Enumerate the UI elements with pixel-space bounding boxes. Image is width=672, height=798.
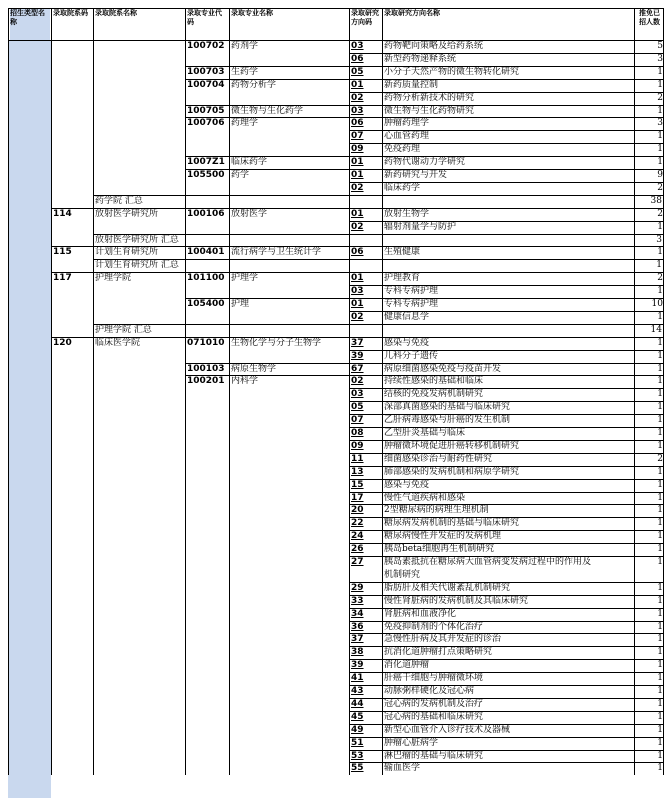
direction-code: 34 [351,608,364,619]
grid-hline [349,130,664,131]
major-name: 护理学 [231,273,259,284]
grid-vline [634,8,635,775]
grid-hline [349,311,664,312]
count: 1 [657,608,663,619]
direction-name: 专科专病护理 [384,299,439,309]
direction-name: 新药质量控制 [384,79,439,90]
header-major-name: 录取专业名称 [231,9,273,17]
direction-name: 心血管药理 [384,131,430,142]
grid-hline [349,646,664,647]
major-code: 100704 [187,79,225,90]
direction-name-cont: 机制研究 [384,569,421,580]
header-count: 推免已招人数 [639,9,660,26]
direction-name: 新型心血管介入诊疗技术及器械 [384,724,511,735]
grid-hline [349,504,664,505]
major-code: 101100 [187,273,225,284]
major-code: 100401 [187,247,225,258]
major-code: 100201 [187,376,225,387]
direction-code: 01 [351,79,364,90]
header-direction-name: 录取研究方向名称 [384,9,440,17]
direction-name: 输血医学 [384,763,421,774]
count: 1 [657,737,663,748]
count: 1 [657,376,663,387]
admission-type-column [8,40,51,798]
count: 1 [657,66,663,77]
direction-name: 持续性感染的基础和临床 [384,376,484,387]
direction-name: 脂肪肝及相关代谢紊乱机制研究 [384,582,511,593]
direction-name: 肿瘤心脏病学 [384,737,439,748]
count: 1 [657,79,663,90]
direction-name: 冠心病的发病机制及治疗 [384,698,484,709]
count: 1 [657,531,663,542]
direction-code: 26 [351,544,364,555]
direction-code: 39 [351,660,364,671]
count: 2 [657,453,663,464]
grid-hline [185,375,664,376]
count: 1 [657,724,663,735]
major-name: 流行病学与卫生统计学 [231,247,322,258]
summary-label: 护理学院 汇总 [95,324,152,335]
direction-code: 07 [351,131,364,142]
direction-code: 01 [351,273,364,284]
direction-name: 健康信息学 [384,311,430,322]
direction-code: 01 [351,208,364,219]
direction-code: 27 [351,557,364,567]
direction-name: 冠心病的基础和临床研究 [384,711,484,722]
count: 2 [657,92,663,103]
grid-vline [8,8,9,775]
major-name: 药剂学 [231,41,259,51]
direction-name: 小分子天然产物的微生物转化研究 [384,66,520,77]
count: 1 [657,673,663,684]
grid-hline [185,363,664,364]
dept-name: 计划生育研究所 [95,247,159,258]
direction-name: 免疫药理 [384,144,421,155]
grid-hline [349,556,664,557]
direction-code: 02 [351,311,364,322]
grid-hline [93,195,664,196]
grid-hline [185,105,664,106]
grid-vline [229,8,230,775]
count: 1 [657,105,663,116]
count: 1 [657,466,663,477]
major-name: 药物分析学 [231,79,277,90]
count: 1 [657,221,663,232]
direction-code: 03 [351,105,364,116]
count: 1 [657,286,663,297]
direction-code: 37 [351,337,364,348]
direction-name: 肾脏病和血液净化 [384,608,457,619]
grid-hline [349,582,664,583]
direction-code: 05 [351,66,364,77]
grid-vline [51,8,52,775]
count: 1 [657,350,663,361]
grid-hline [349,517,664,518]
direction-name: 胰岛beta细胞再生机制研究 [384,544,495,555]
major-name: 生物化学与分子生物学 [231,337,322,348]
grid-hline [185,169,664,170]
direction-code: 41 [351,673,364,684]
direction-name: 慢性气道疾病和感染 [384,492,466,503]
direction-code: 17 [351,492,364,503]
grid-hline [349,350,664,351]
count: 1 [657,492,663,503]
summary-label: 计划生育研究所 汇总 [95,260,179,271]
direction-code: 03 [351,286,364,297]
dept-name: 放射医学研究所 [95,208,159,219]
direction-name: 微生物与生化药物研究 [384,105,475,116]
direction-name: 放射生物学 [384,208,430,219]
count: 1 [657,595,663,606]
dept-name: 护理学院 [95,273,132,284]
direction-name: 细菌感染诊治与耐药性研究 [384,453,493,464]
direction-code: 06 [351,118,364,129]
major-name: 病原生物学 [231,363,277,374]
direction-name: 乙肝病毒感染与肝癌的发生机制 [384,415,511,426]
count: 1 [657,582,663,593]
direction-code: 49 [351,724,364,735]
direction-name: 结核的免疫发病机制研究 [384,389,484,400]
direction-code: 01 [351,157,364,168]
summary-count: 1 [656,260,662,271]
grid-hline [93,324,664,325]
major-name: 生药学 [231,66,259,77]
summary-count: 14 [650,324,662,335]
direction-name: 免疫抑制剂的个体化治疗 [384,621,484,632]
grid-hline [185,79,664,80]
direction-code: 36 [351,621,364,632]
direction-code: 15 [351,479,364,490]
grid-hline [349,595,664,596]
count: 1 [657,634,663,645]
count: 1 [657,157,663,168]
grid-vline [185,8,186,775]
grid-hline [349,414,664,415]
dept-code: 115 [53,247,72,258]
direction-name: 抗消化道肿瘤打点策略研究 [384,647,493,658]
count: 1 [657,311,663,322]
direction-code: 45 [351,711,364,722]
direction-code: 43 [351,686,364,696]
direction-name: 生殖健康 [384,247,421,258]
grid-hline [349,633,664,634]
grid-hline [349,543,664,544]
major-code: 100706 [187,118,225,129]
grid-hline [349,672,664,673]
grid-hline [349,388,664,389]
grid-hline [349,737,664,738]
direction-name: 新型药物递释系统 [384,53,457,64]
grid-hline [349,285,664,286]
count: 1 [657,557,663,567]
grid-hline [8,8,664,9]
count: 2 [657,273,663,284]
major-name: 微生物与生化药学 [231,105,304,116]
grid-hline [8,40,664,41]
count: 1 [657,505,663,516]
major-name: 临床药学 [231,157,268,168]
direction-code: 03 [351,389,364,400]
major-code: 100106 [187,208,225,219]
direction-code: 02 [351,376,364,387]
direction-code: 09 [351,144,364,155]
grid-hline [349,750,664,751]
major-name: 内科学 [231,376,259,387]
direction-code: 02 [351,221,364,232]
direction-name: 感染与免疫 [384,337,430,348]
direction-name: 慢性肾脏病的发病机制及其临床研究 [384,595,529,606]
header-dept-code: 录取院系码 [53,9,88,17]
direction-name: 药物靶向策略及给药系统 [384,41,484,51]
direction-name: 临床药学 [384,182,421,193]
direction-code: 06 [351,247,364,258]
grid-hline [349,92,664,93]
count: 1 [657,428,663,438]
count: 1 [657,479,663,490]
dept-code: 114 [53,208,72,219]
direction-name: 淋巴瘤的基础与临床研究 [384,750,484,761]
grid-hline [185,156,664,157]
count: 1 [657,144,663,155]
count: 10 [651,299,663,309]
direction-code: 02 [351,92,364,103]
grid-hline [349,182,664,183]
direction-name: 药物代谢动力学研究 [384,157,466,168]
count: 1 [657,363,663,374]
grid-vline [663,8,664,775]
direction-code: 03 [351,41,364,51]
grid-hline [349,530,664,531]
direction-code: 67 [351,363,364,374]
direction-name: 动脉粥样硬化及冠心病 [384,686,475,696]
count: 1 [657,402,663,413]
dept-code: 120 [53,337,72,348]
direction-code: 39 [351,350,364,361]
grid-hline [349,466,664,467]
direction-code: 55 [351,763,364,774]
count: 1 [657,660,663,671]
direction-name: 胰岛素抵抗在糖尿病大血管病变发病过程中的作用及 [384,557,592,567]
count: 1 [657,131,663,142]
direction-code: 11 [351,453,364,464]
major-code: 1007Z1 [187,157,225,168]
count: 5 [657,41,663,51]
summary-count: 38 [650,195,662,206]
count: 2 [657,208,663,219]
direction-name: 糖尿病慢性并发症的发病机理 [384,531,502,542]
direction-code: 05 [351,402,364,413]
grid-hline [349,711,664,712]
count: 1 [657,686,663,696]
direction-name: 药物分析新技术的研究 [384,92,475,103]
direction-code: 09 [351,440,364,451]
direction-name: 2型糖尿病的病理生理机制 [384,505,489,516]
grid-hline [51,272,664,273]
major-code: 100702 [187,41,225,51]
grid-hline [349,427,664,428]
direction-code: 51 [351,737,364,748]
direction-name: 急慢性肝病及其并发症的诊治 [384,634,502,645]
grid-vline [382,8,383,775]
direction-name: 肝癌干细胞与肿瘤微环境 [384,673,484,684]
direction-code: 33 [351,595,364,606]
count: 1 [657,621,663,632]
dept-name: 临床医学院 [95,337,141,348]
count: 1 [657,750,663,761]
count: 1 [657,440,663,451]
direction-name: 感染与免疫 [384,479,430,490]
direction-code: 01 [351,170,364,180]
summary-count: 3 [656,234,662,245]
direction-name: 专科专病护理 [384,286,439,297]
grid-hline [349,492,664,493]
header-direction-code: 录取研究方向码 [351,9,379,26]
grid-hline [349,440,664,441]
direction-name: 护理教育 [384,273,421,284]
grid-hline [349,401,664,402]
direction-code: 07 [351,415,364,426]
direction-code: 44 [351,698,364,709]
count: 9 [657,170,663,180]
direction-code: 24 [351,531,364,542]
grid-vline [93,8,94,775]
grid-hline [349,453,664,454]
count: 2 [657,182,663,193]
direction-name: 糖尿病发病机制的基础与临床研究 [384,518,520,529]
count: 1 [657,337,663,348]
direction-name: 新药研究与开发 [384,170,448,180]
header-admission-type: 招生类型名称 [10,8,50,40]
count: 1 [657,544,663,555]
count: 1 [657,698,663,709]
count: 3 [657,118,663,129]
major-name: 放射医学 [231,208,268,219]
major-name: 护理 [231,299,250,309]
major-code: 100103 [187,363,225,374]
grid-hline [349,143,664,144]
direction-code: 53 [351,750,364,761]
direction-name: 消化道肿瘤 [384,660,430,671]
direction-code: 02 [351,182,364,193]
direction-code: 13 [351,466,364,477]
direction-code: 01 [351,299,364,309]
dept-code: 117 [53,273,72,284]
direction-name: 肺部感染的发病机制和病原学研究 [384,466,520,477]
direction-name: 深部真菌感染的基础与临床研究 [384,402,511,413]
major-code: 071010 [187,337,225,348]
direction-name: 辐射剂量学与防护 [384,221,457,232]
count: 1 [657,389,663,400]
grid-hline [185,117,664,118]
summary-label: 药学院 汇总 [95,195,143,206]
grid-hline [93,259,664,260]
major-code: 100705 [187,105,225,116]
grid-hline [51,208,664,209]
direction-code: 08 [351,428,364,438]
table-header [8,8,664,40]
direction-name: 病原细菌感染免疫与疫苗开发 [384,363,502,374]
grid-hline [349,724,664,725]
count: 1 [657,247,663,258]
grid-hline [51,246,664,247]
direction-code: 29 [351,582,364,593]
count: 1 [657,647,663,658]
count: 1 [657,415,663,426]
direction-name: 肿瘤药理学 [384,118,430,129]
major-code: 105400 [187,299,225,309]
major-code: 100703 [187,66,225,77]
major-name: 药理学 [231,118,259,129]
direction-code: 06 [351,53,364,64]
summary-label: 放射医学研究所 汇总 [95,234,179,245]
grid-vline [349,8,350,775]
grid-hline [93,234,664,235]
grid-hline [349,621,664,622]
major-code: 105500 [187,170,225,180]
count: 1 [657,711,663,722]
grid-hline [349,608,664,609]
count: 3 [657,53,663,64]
direction-code: 37 [351,634,364,645]
grid-hline [185,298,664,299]
admission-table [8,8,664,790]
grid-hline [349,762,664,763]
count: 1 [657,518,663,529]
grid-hline [349,659,664,660]
direction-name: 儿科分子遗传 [384,350,439,361]
major-name: 药学 [231,170,250,180]
header-dept-name: 录取院系名称 [95,9,137,17]
direction-name: 肿瘤微环境促进肝癌转移机制研究 [384,440,520,451]
direction-name: 乙型肝炎基础与临床 [384,428,466,438]
grid-hline [349,53,664,54]
direction-code: 22 [351,518,364,529]
grid-hline [51,337,664,338]
header-major-code: 录取专业代码 [187,9,222,26]
grid-hline [349,221,664,222]
direction-code: 38 [351,647,364,658]
grid-hline [185,66,664,67]
grid-hline [349,698,664,699]
grid-hline [349,479,664,480]
count: 1 [657,763,663,774]
grid-hline [349,685,664,686]
direction-code: 20 [351,505,364,516]
